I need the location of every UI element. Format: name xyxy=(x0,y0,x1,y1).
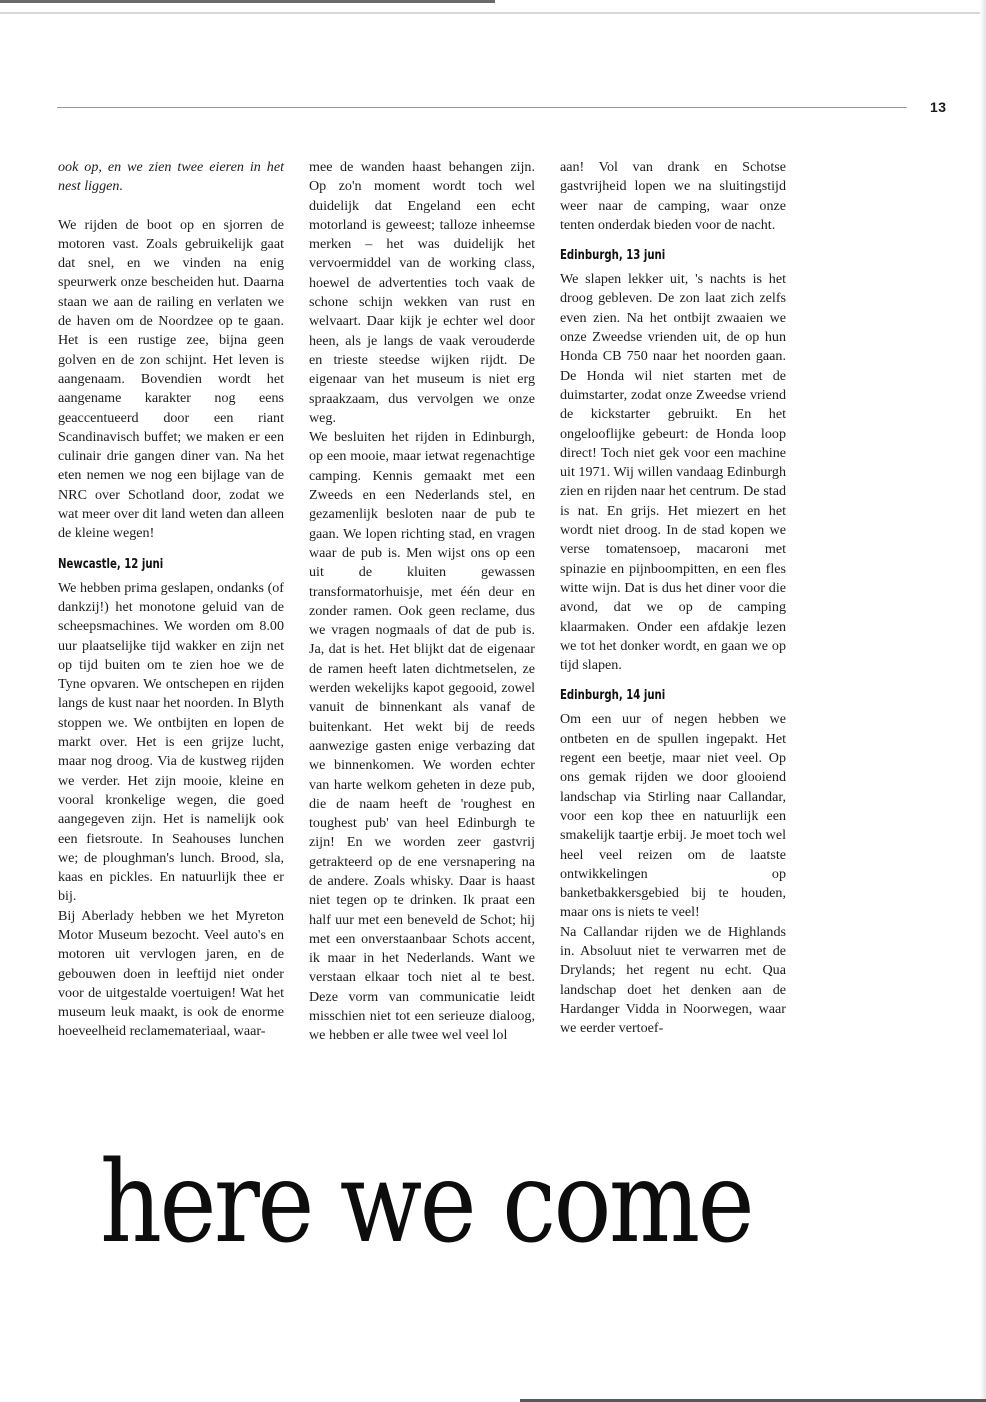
text-column-2 xyxy=(309,158,535,1046)
paragraph: We hebben prima geslapen, ondanks (of dankzij!) het monotone geluid van de scheepsmachines. We worden om 8.00 uur plaatselijke tijd wakker en zijn net op tijd buiten om te zien hoe we de Tyne opvaren. We ontschepen en rijden langs de kust naar het noorden. In Blyth stoppen we. We ontbijten en lopen de markt over. Het is een grijze lucht, maar nog droog. Via de kustweg rijden we verder. Het zijn mooie, kleine en vooral kronkelige wegen, die goed aangegeven zijn. Het is namelijk ook een fietsroute. In Seahouses lunchen we; de ploughman's lunch. Brood, sla, kaas en pickles. En natuurlijk thee er bij. xyxy=(58,579,284,905)
paragraph: We rijden de boot op en sjorren de motoren vast. Zoals gebruikelijk gaat dat snel, en we vinden na enig speurwerk onze bescheiden hut. Daarna staan we aan de railing en verlaten we de haven om de Noordzee op te gaan. Het is een rustige zee, bijna geen golven en de zon schijnt. Het leven is aangenaam. Bovendien wordt het aangename karakter nog eens geaccentueerd door een riant Scandinavisch buffet; we maken er een culinair drie gangen diner van. Na het eten nemen we nog een bijlage van de NRC over Schotland door, zodat we wat meer over dit land weten dan alleen de kleine wegen! xyxy=(58,216,284,542)
paragraph: aan! Vol van drank en Schotse gastvrijheid lopen we na sluitingstijd weer naar de camping, waar onze tenten onderdak bieden voor de nacht. xyxy=(560,159,786,233)
text-column-1 xyxy=(58,158,284,1042)
section-heading-edinburgh-13: Edinburgh, 13 juni xyxy=(560,248,666,264)
header-rule xyxy=(57,107,907,108)
paragraph: Bij Aberlady hebben we het Myreton Motor Museum bezocht. Veel auto's en motoren uit vervlogen jaren, en de gebouwen doen in leeftijd niet onder voor de uitgestalde voertuigen! Wat het museum leuk maakt, is ook de enorme hoeveelheid reclamemateriaal, waar- xyxy=(58,907,284,1040)
page-number: 13 xyxy=(930,99,947,115)
paragraph: Om een uur of negen hebben we ontbeten en de spullen ingepakt. Het regent een beetje, maar niet veel. Op ons gemak rijden we door glooiend landschap via Stirling naar Callandar, voor een kop thee en natuurlijk een smakelijk taartje erbij. Je moet toch wel heel veel reizen om de laatste ontwikkelingen op banketbakkersgebied bij te houden, maar ons is niets te veel! xyxy=(560,711,786,921)
scan-edge-right xyxy=(980,0,986,1402)
paragraph: We slapen lekker uit, 's nachts is het droog gebleven. De zon laat zich zelfs even zien. Na het ontbijt zwaaien we onze Zweedse vrienden uit, de op hun Honda CB 750 naar het noorden gaan. De Honda wil niet starten met de duimstarter, zodat onze Zweedse vriend de kickstarter gebruikt. En het ongelooflijke gebeurt: de Honda loop direct! Toch niet gek voor een machine uit 1971. Wij willen vandaag Edinburgh zien en rijden naar het centrum. De stad is nat. En grijs. Het miezert en het wordt niet droog. In de stad kopen we verse tomatensoep, macaroni met spinazie en pijnboompitten, en een fles witte wijn. Dat is dus het diner voor die avond, dat we op de camping klaarmaken. Onder een afdakje lezen we tot het donker wordt, en gaan we op tijd slapen. xyxy=(560,271,786,674)
section-heading-newcastle: Newcastle, 12 juni xyxy=(58,556,164,572)
paragraph: ook op, en we zien twee eieren in het nest liggen. xyxy=(58,159,284,195)
paragraph: We besluiten het rijden in Edinburgh, op een mooie, maar ietwat regenachtige camping. Kennis gemaakt met een Zweeds en een Nederlands stel, en gezamenlijk besloten naar de pub te gaan. We lopen richting stad, en vragen waar de pub is. Men wijst ons op een uit de kluiten gewassen transformatorhuisje, met één deur en zonder ramen. Ook geen reclame, dus we vragen nogmaals of dat de pub is. Ja, dat is het. Het blijkt dat de eigenaar de ramen heeft laten dichtmetselen, ze werden wekelijks kapot gegooid, zowel vanuit de binnenkant als vanaf de buitenkant. Het wekt bij de reeds aanwezige gasten enige verbazing dat we binnenkomen. We worden echter van harte welkom geheten in deze pub, die de naam heeft de 'roughest en toughest pub' van heel Edinburgh te zijn! En we worden zeer gastvrij getrakteerd op de ene versnapering na de andere. Zoals whisky. Daar is haast niet tegen op te drinken. Ik praat een half uur met een beneveld de Schot; hij met een onverstaanbaar Schots accent, ik maar in het Nederlands. Want we verstaan elkaar toch niet al te best. Deze vorm van communicatie leidt misschien niet tot een serieuze dialoog, we hebben er alle twee wel veel lol xyxy=(309,429,535,1044)
paragraph: Na Callandar rijden we de Highlands in. Absoluut niet te verwarren met de Drylands; het regent nu echt. Qua landschap doet het denken aan de Hardanger Vidda in Noorwegen, waar we eerder vertoef- xyxy=(560,923,786,1037)
paragraph: mee de wanden haast behangen zijn. Op zo'n moment wordt toch wel duidelijk dat Engeland een echt motorland is geweest; talloze inheemse merken – het was duidelijk het vervoermiddel van de working class, hoewel de advertenties toch vaak de schone schijn wekken van rust en welvaart. Daar kijk je echter wel door heen, als je langs de vaak verouderde en trieste steedse wijken rijdt. De eigenaar van het museum is niet erg spraakzaam, dus vervolgen we onze weg. xyxy=(309,159,535,426)
scan-edge-top-faint xyxy=(0,12,986,14)
article-headline: here we come xyxy=(100,1138,753,1268)
text-column-3 xyxy=(560,158,786,1038)
scan-edge-top xyxy=(0,0,495,3)
section-heading-edinburgh-14: Edinburgh, 14 juni xyxy=(560,688,666,704)
